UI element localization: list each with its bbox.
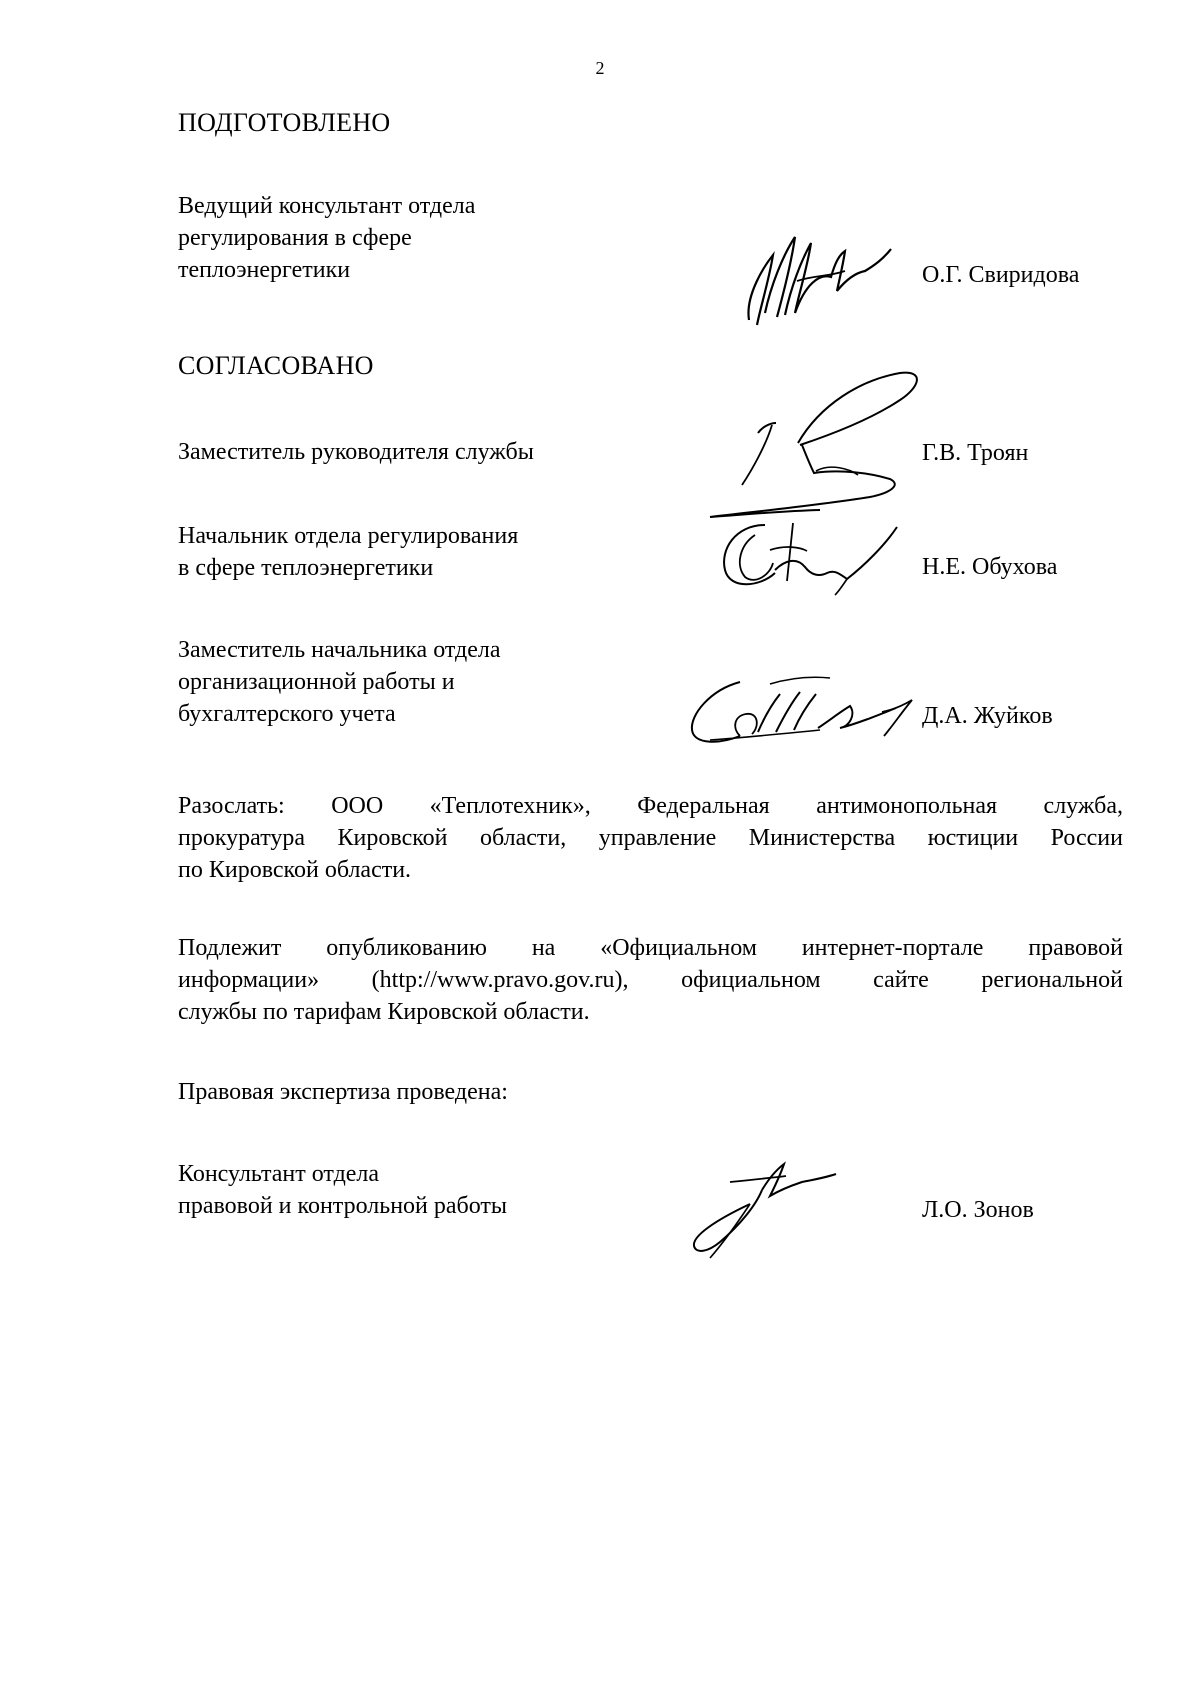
signature-troyan bbox=[680, 365, 940, 525]
legal-review-position-line: Консультант отдела bbox=[178, 1161, 380, 1187]
approver-1-position bbox=[178, 436, 534, 468]
approver-position-line: Начальник отдела регулирования bbox=[178, 523, 519, 549]
prepared-position-line: регулирования в сфере bbox=[178, 225, 412, 251]
approver-position-line: Заместитель начальника отдела bbox=[178, 637, 501, 663]
page-number: 2 bbox=[595, 58, 605, 78]
approver-2-name: Н.Е. Обухова bbox=[922, 554, 1058, 580]
prepared-heading: ПОДГОТОВЛЕНО bbox=[178, 108, 391, 137]
legal-review-position bbox=[178, 1158, 507, 1222]
approver-3-position bbox=[178, 634, 501, 730]
signature-zhuykov bbox=[680, 670, 930, 750]
approver-3-name: Д.А. Жуйков bbox=[922, 703, 1053, 729]
prepared-position bbox=[178, 190, 475, 286]
signature-zonov bbox=[690, 1160, 840, 1260]
approver-position-line: организационной работы и bbox=[178, 669, 455, 695]
prepared-name: О.Г. Свиридова bbox=[922, 262, 1080, 288]
approved-heading: СОГЛАСОВАНО bbox=[178, 351, 374, 380]
signature-obukhova bbox=[715, 515, 905, 595]
publication-line: службы по тарифам Кировской области. bbox=[178, 999, 590, 1025]
distribution-line: по Кировской области. bbox=[178, 857, 412, 883]
legal-review-name: Л.О. Зонов bbox=[922, 1197, 1034, 1223]
legal-review-heading-text: Правовая экспертиза проведена: bbox=[178, 1079, 508, 1105]
approver-position-line: в сфере теплоэнергетики bbox=[178, 555, 434, 581]
approver-position-line: Заместитель руководителя службы bbox=[178, 439, 534, 465]
distribution-paragraph bbox=[178, 790, 1123, 886]
publication-line: Подлежит опубликованию на «Официальном интернет-портале правовой bbox=[178, 935, 1123, 961]
approver-position-line: бухгалтерского учета bbox=[178, 701, 396, 727]
publication-paragraph bbox=[178, 932, 1123, 1028]
prepared-position-line: Ведущий консультант отдела bbox=[178, 193, 476, 219]
legal-review-heading bbox=[178, 1076, 508, 1108]
signature-sviridova bbox=[735, 225, 895, 335]
prepared-position-line: теплоэнергетики bbox=[178, 257, 351, 283]
legal-review-position-line: правовой и контрольной работы bbox=[178, 1193, 508, 1219]
publication-line: информации» (http://www.pravo.gov.ru), официальном сайте региональной bbox=[178, 967, 1123, 993]
distribution-line: Разослать: ООО «Теплотехник», Федеральная антимонопольная служба, bbox=[178, 793, 1123, 819]
approver-2-position bbox=[178, 520, 518, 584]
distribution-line: прокуратура Кировской области, управление Министерства юстиции России bbox=[178, 825, 1123, 851]
approver-1-name: Г.В. Троян bbox=[922, 440, 1029, 466]
